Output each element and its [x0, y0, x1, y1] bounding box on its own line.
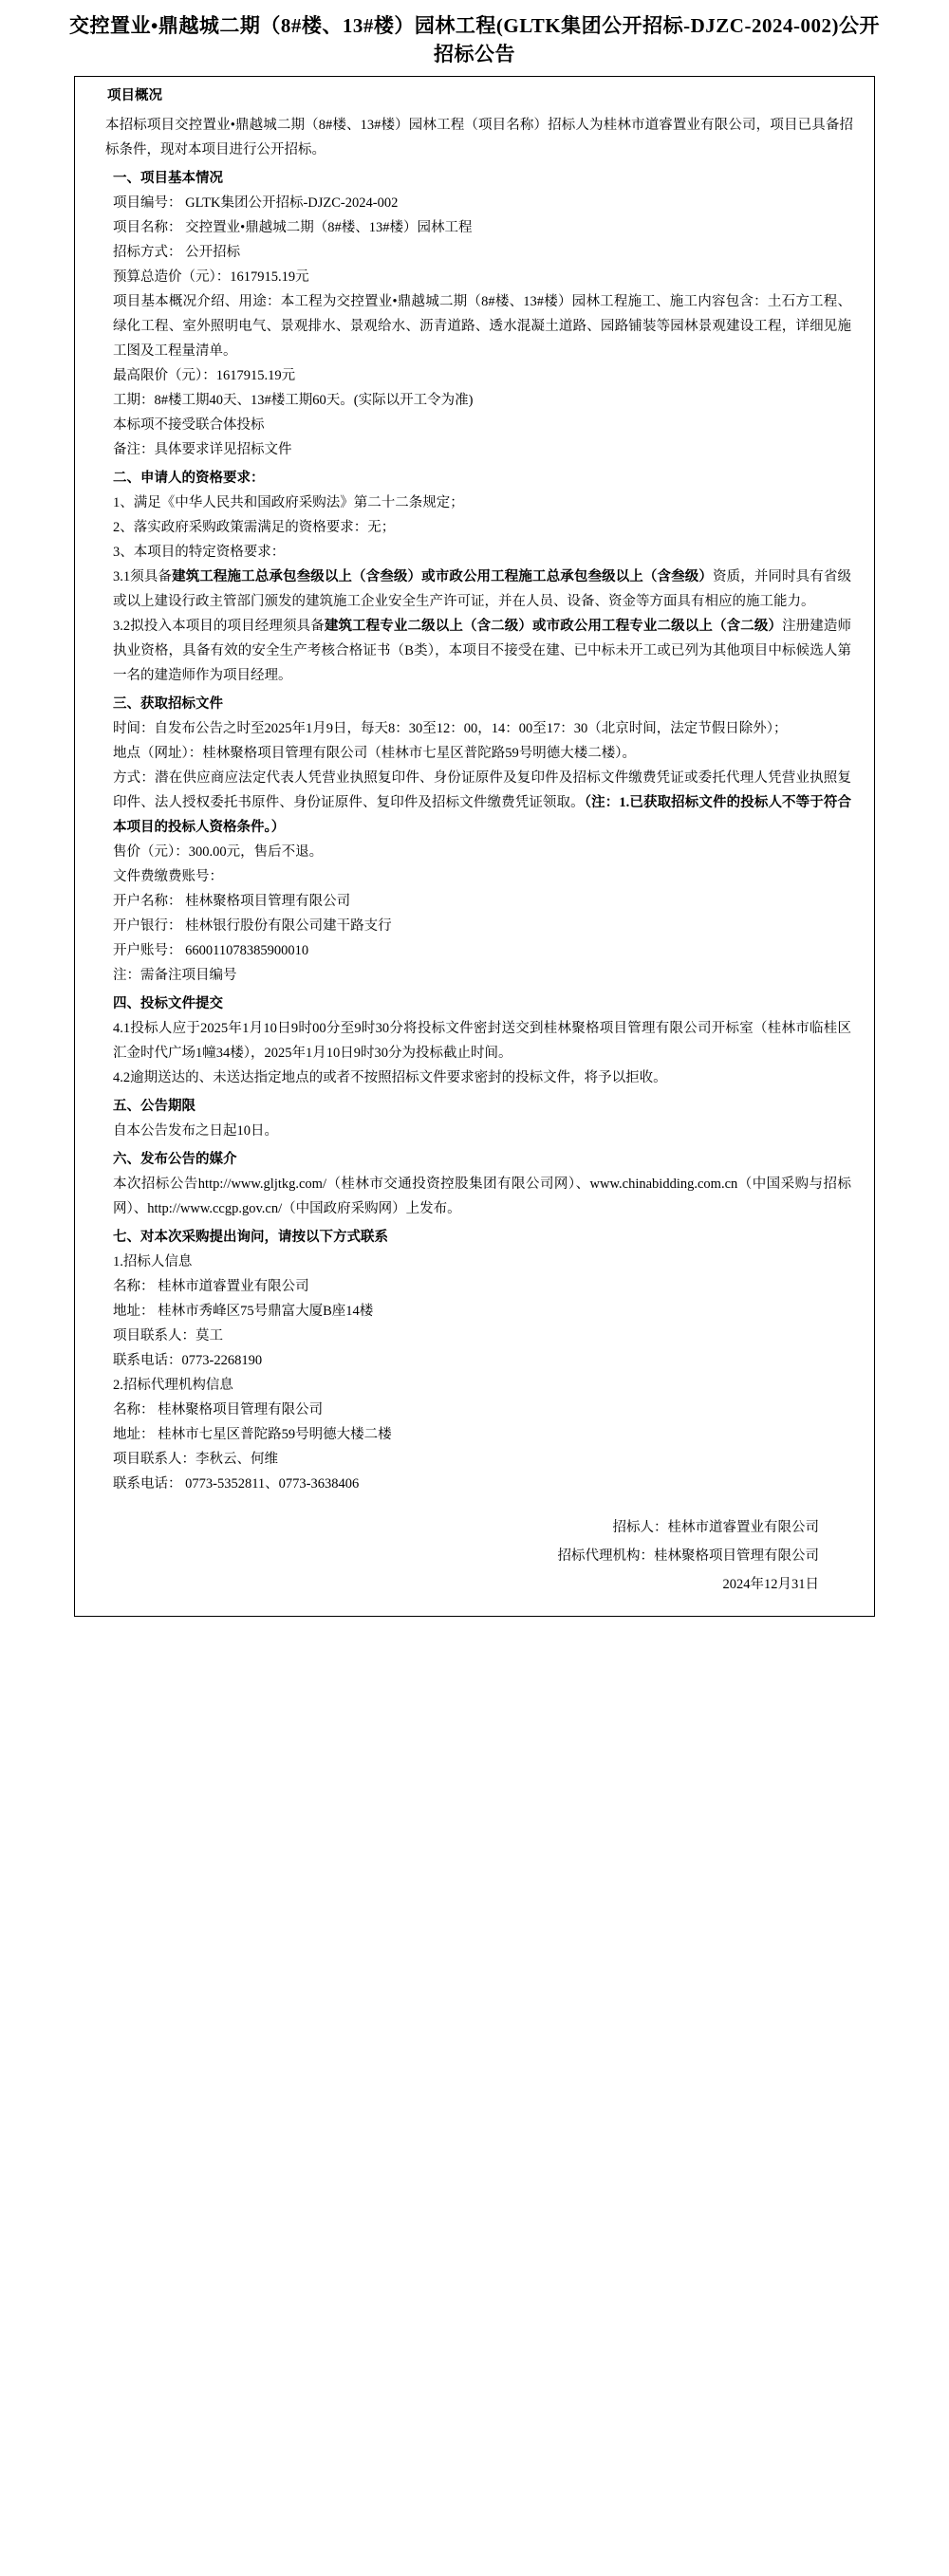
qual-3-2-bold: 建筑工程专业二级以上（含二级）或市政公用工程专业二级以上（含二级） [324, 619, 783, 634]
method-text: 方式：潜在供应商应法定代表人凭营业执照复印件、身份证原件及复印件及招标文件缴费凭证或委托代理人凭营业执照复印件、法人授权委托书原件、身份证原件、复印件及招标文件缴费凭证领取。 [113, 770, 851, 810]
section-4-line: 4.1投标人应于2025年1月10日9时00分至9时30分将投标文件密封送交到桂林聚格项目管理有限公司开标室（桂林市临桂区汇金时代广场1幢34楼），2025年1月10日9时30分为投标截止时间。 [113, 1021, 851, 1061]
tenderer-info-line: 名称： 桂林市道睿置业有限公司 [113, 1279, 309, 1294]
qual-3-2-rest: 注册建造师执业资格，具备有效的安全生产考核合格证书（B类），本项目不接受在建、已中标未开工或已列为其他项目中标候选人第一名的建造师作为项目经理。 [113, 619, 852, 683]
fee-account-line: 开户账号： 660011078385900010 [113, 943, 309, 958]
tenderer-info-line: 联系电话：0773-2268190 [113, 1353, 263, 1368]
qual-3-1-bold: 建筑工程施工总承包叁级以上（含叁级）或市政公用工程施工总承包叁级以上（含叁级） [172, 569, 713, 584]
agent-info-line: 项目联系人：李秋云、何维 [113, 1452, 278, 1467]
section-3-heading: 三、获取招标文件 [113, 696, 223, 712]
fee-account-line: 开户银行： 桂林银行股份有限公司建干路支行 [113, 918, 392, 934]
section-4-heading: 四、投标文件提交 [113, 996, 223, 1011]
page-title: 交控置业•鼎越城二期（8#楼、13#楼）园林工程(GLTK集团公开招标-DJZC-2024-002)公开招标公告 [69, 14, 880, 65]
project-overview-label: 项目概况 [107, 88, 162, 103]
section-6-line: 本次招标公告http://www.gljtkg.com/（桂林市交通投资控股集团有限公司网）、www.chinabidding.com.cn（中国采购与招标网）、http://www.ccgp.gov.cn/（中国政府采购网）上发布。 [113, 1177, 851, 1216]
section-1-line: 项目基本概况介绍、用途：本工程为交控置业•鼎越城二期（8#楼、13#楼）园林工程施工、施工内容包含：土石方工程、绿化工程、室外照明电气、景观排水、景观给水、沥青道路、透水混凝土道路、园路铺装等园林景观建设工程，详细见施工图及工程量清单。 [113, 294, 851, 359]
section-1-line: 备注：具体要求详见招标文件 [113, 442, 292, 457]
qual-3-1-prefix: 3.1须具备 [113, 569, 173, 584]
section-3-time: 时间：自发布公告之时至2025年1月9日，每天8：30至12：00，14：00至17：30（北京时间，法定节假日除外）； [113, 721, 788, 736]
section-3-price: 售价（元）：300.00元，售后不退。 [113, 844, 324, 860]
agent-info-line: 联系电话： 0773-5352811、0773-3638406 [113, 1476, 360, 1492]
tenderer-info-line: 地址： 桂林市秀峰区75号鼎富大厦B座14楼 [113, 1304, 374, 1319]
section-5-heading: 五、公告期限 [113, 1099, 195, 1114]
section-1-line: 最高限价（元）：1617915.19元 [113, 368, 296, 383]
section-2-heading: 二、申请人的资格要求： [113, 471, 265, 486]
tenderer-info-title: 1.招标人信息 [113, 1254, 193, 1269]
method-note-bold: （注：1.已获取招标文件的投标人不等于符合本项目的投标人资格条件。） [113, 795, 851, 835]
announcement-frame [74, 76, 875, 1617]
fee-account-title: 文件费缴费账号： [113, 869, 223, 884]
fee-account-line: 开户名称： 桂林聚格项目管理有限公司 [113, 894, 351, 909]
signature-block [92, 1513, 857, 1599]
section-3-method [92, 766, 857, 840]
signature-tenderer: 招标人：桂林市道睿置业有限公司 [612, 1520, 819, 1535]
section-6-heading: 六、发布公告的媒介 [113, 1152, 237, 1167]
section-5-line: 自本公告发布之日起10日。 [113, 1123, 278, 1139]
agent-info-line: 名称： 桂林聚格项目管理有限公司 [113, 1402, 324, 1418]
qual-3-2-prefix: 3.2拟投入本项目的项目经理须具备 [113, 619, 325, 634]
fee-account-line: 注：需备注项目编号 [113, 968, 237, 983]
agent-info-title: 2.招标代理机构信息 [113, 1378, 233, 1393]
section-2-line: 3、本项目的特定资格要求： [113, 545, 286, 560]
signature-date: 2024年12月31日 [722, 1577, 819, 1592]
section-7-heading: 七、对本次采购提出询问，请按以下方式联系 [113, 1230, 388, 1245]
signature-agent: 招标代理机构：桂林聚格项目管理有限公司 [557, 1548, 819, 1564]
section-2-line: 2、落实政府采购政策需满足的资格要求：无； [113, 520, 396, 535]
section-1-line: 项目编号： GLTK集团公开招标-DJZC-2024-002 [113, 195, 399, 211]
section-2-line: 1、满足《中华人民共和国政府采购法》第二十二条规定； [113, 495, 464, 510]
intro-paragraph: 本招标项目交控置业•鼎越城二期（8#楼、13#楼）园林工程（项目名称）招标人为桂林市道睿置业有限公司，项目已具备招标条件，现对本项目进行公开招标。 [105, 118, 853, 158]
qualification-3-2 [92, 614, 857, 688]
tenderer-info-line: 项目联系人：莫工 [113, 1328, 223, 1344]
agent-info-line: 地址： 桂林市七星区普陀路59号明德大楼二楼 [113, 1427, 392, 1442]
section-1-line: 招标方式： 公开招标 [113, 245, 241, 260]
section-1-line: 项目名称： 交控置业•鼎越城二期（8#楼、13#楼）园林工程 [113, 220, 473, 235]
announcement-body [75, 113, 874, 1616]
qualification-3-1 [92, 565, 857, 614]
section-4-line: 4.2逾期送达的、未送达指定地点的或者不按照招标文件要求密封的投标文件，将予以拒收。 [113, 1070, 667, 1085]
section-1-line: 预算总造价（元）：1617915.19元 [113, 269, 309, 285]
qual-3-1-rest: 资质，并同时具有省级或以上建设行政主管部门颁发的建筑施工企业安全生产许可证，并在人员、设备、资金等方面具有相应的施工能力。 [113, 569, 852, 609]
section-3-place: 地点（网址）：桂林聚格项目管理有限公司（桂林市七星区普陀路59号明德大楼二楼）。 [113, 746, 636, 761]
section-1-line: 本标项不接受联合体投标 [113, 417, 265, 433]
section-1-heading: 一、项目基本情况 [113, 171, 223, 186]
section-1-line: 工期：8#楼工期40天、13#楼工期60天。(实际以开工令为准) [113, 393, 474, 408]
